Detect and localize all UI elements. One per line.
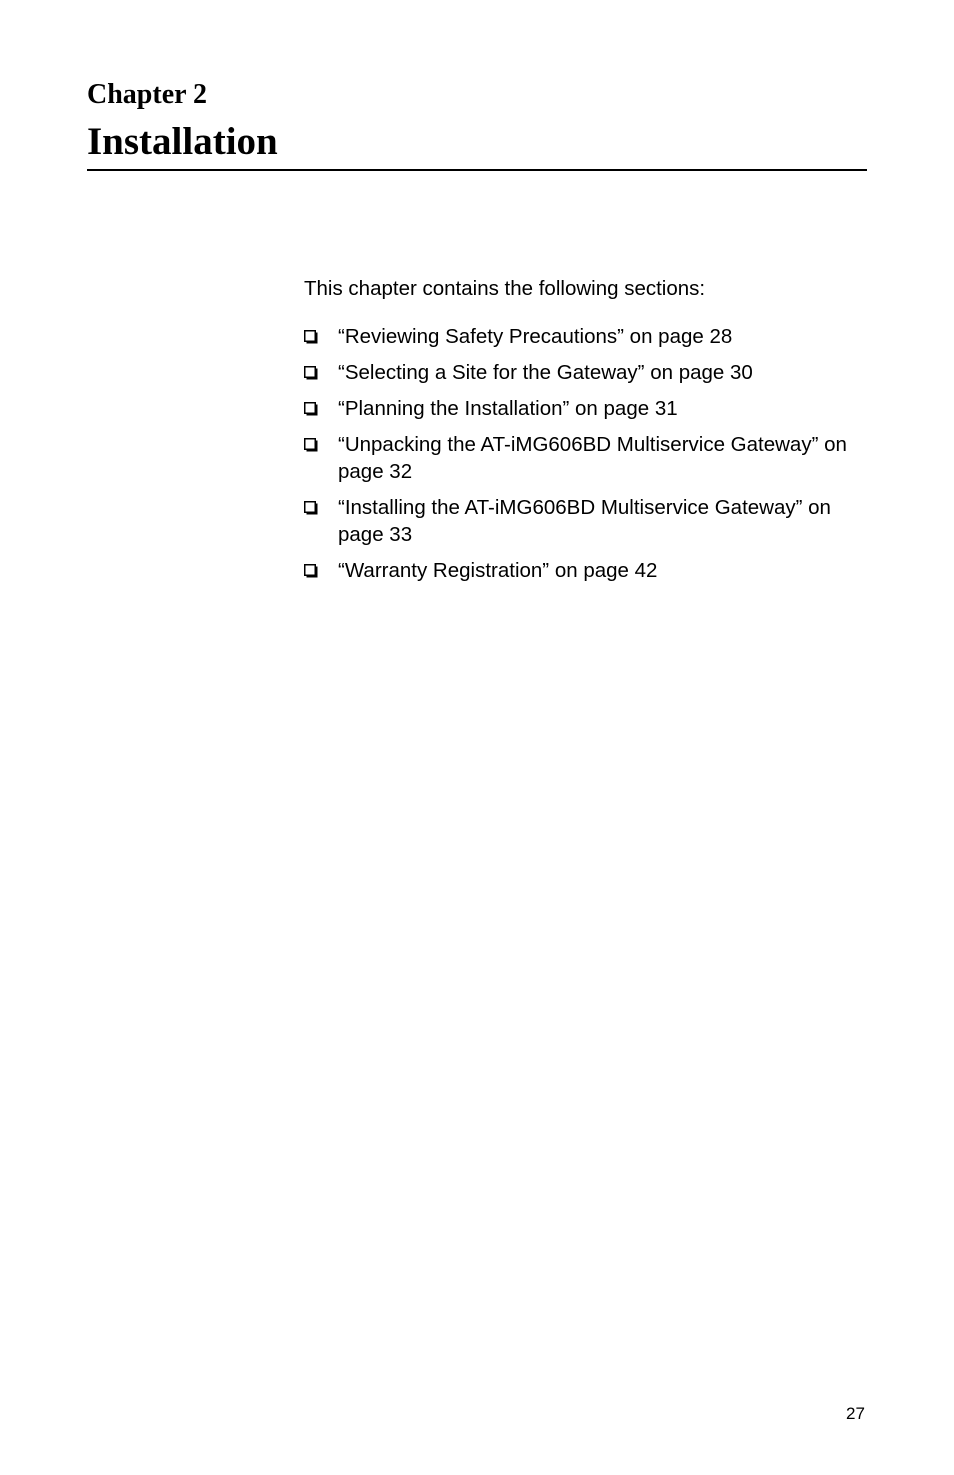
section-item	[304, 323, 864, 350]
checkbox-outline-icon	[304, 402, 318, 416]
section-link-text[interactable]: “Selecting a Site for the Gateway” on page 30	[338, 361, 753, 384]
section-item	[304, 431, 864, 485]
section-list	[304, 323, 864, 584]
section-link-text[interactable]: “Reviewing Safety Precautions” on page 28	[338, 325, 733, 348]
section-link-text[interactable]: “Planning the Installation” on page 31	[338, 397, 678, 420]
chapter-contents	[304, 275, 864, 593]
title-rule	[87, 169, 867, 171]
checkbox-outline-icon	[304, 366, 318, 380]
chapter-title: Installation	[87, 120, 278, 163]
section-item	[304, 395, 864, 422]
section-link-text[interactable]: “Unpacking the AT-iMG606BD Multiservice Gateway” on page 32	[338, 433, 847, 483]
checkbox-outline-icon	[304, 330, 318, 344]
checkbox-outline-icon	[304, 438, 318, 452]
intro-text: This chapter contains the following sections:	[304, 277, 706, 300]
section-link-text[interactable]: “Warranty Registration” on page 42	[338, 559, 658, 582]
section-link-text[interactable]: “Installing the AT-iMG606BD Multiservice Gateway” on page 33	[338, 496, 831, 546]
section-item	[304, 494, 864, 548]
section-item	[304, 557, 864, 584]
page-number: 27	[846, 1404, 865, 1423]
chapter-label: Chapter 2	[87, 79, 208, 110]
checkbox-outline-icon	[304, 501, 318, 515]
section-item	[304, 359, 864, 386]
checkbox-outline-icon	[304, 564, 318, 578]
